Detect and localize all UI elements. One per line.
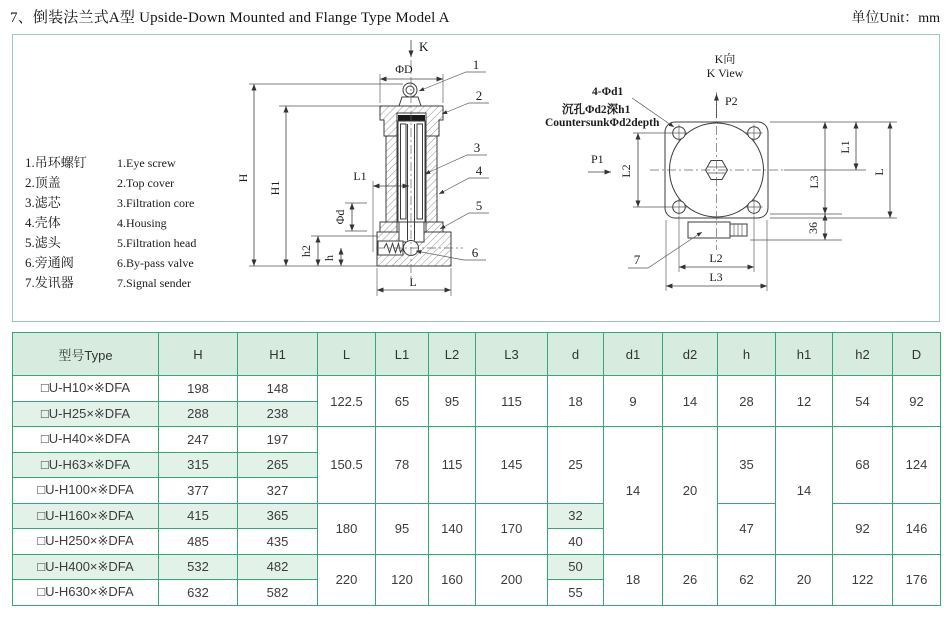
diagram-panel (12, 34, 940, 322)
countersink-label-en: CountersunkΦd2depth (545, 117, 660, 129)
dimension-table-wrap (12, 332, 940, 606)
dimension-cell: 54 (833, 376, 893, 427)
dimension-cell: 315 (159, 452, 238, 478)
dimension-cell: 95 (376, 503, 429, 554)
callout-2-leader (442, 103, 489, 114)
model-cell: □U-H10×※DFA (13, 376, 159, 402)
column-header: L2 (429, 333, 476, 376)
dimension-cell: 12 (776, 376, 833, 427)
eye-screw-ring (403, 83, 417, 97)
dim-L2-bottom-label: L2 (709, 251, 723, 265)
part-name-cn: 1.吊环螺钉 (25, 155, 87, 170)
dimension-table (12, 332, 941, 606)
dimension-cell: 26 (663, 554, 718, 605)
dimension-cell: 122 (833, 554, 893, 605)
countersink-label-cn: 沉孔Φd2深h1 (562, 104, 631, 116)
callout-4: 4 (475, 163, 483, 178)
dim-phid-label: Φd (333, 209, 347, 225)
housing-wall-right (426, 136, 437, 222)
dimension-cell: 200 (476, 554, 548, 605)
dimension-cell: 365 (238, 503, 318, 529)
housing-wall-left (386, 136, 397, 222)
dimension-cell: 20 (663, 427, 718, 555)
k-view-title-en: K View (706, 66, 744, 80)
dimension-cell: 65 (376, 376, 429, 427)
dimension-cell: 14 (663, 376, 718, 427)
dimension-cell: 95 (429, 376, 476, 427)
callout-2: 2 (475, 88, 483, 103)
signal-sender-connector (730, 224, 747, 236)
filtration-core (398, 121, 425, 222)
table-row (13, 376, 941, 402)
dim-L-label: L (409, 275, 417, 289)
unit-label: 单位Unit：mm (851, 11, 940, 26)
model-cell: □U-H160×※DFA (13, 503, 159, 529)
dim-L3-right-label: L3 (807, 175, 821, 189)
signal-sender-body (688, 222, 730, 238)
dim-L1-right-label: L1 (838, 140, 852, 154)
dim-36-label: 36 (806, 222, 820, 234)
title-row (10, 6, 940, 27)
dimension-cell: 92 (893, 376, 941, 427)
dim-L1-label: L1 (353, 169, 367, 183)
model-cell: □U-H400×※DFA (13, 554, 159, 580)
core-seat (399, 222, 424, 242)
part-name-en: 3.Filtration core (117, 196, 195, 210)
k-label: K (419, 39, 429, 54)
dimension-cell: 92 (833, 503, 893, 554)
column-header: h2 (833, 333, 893, 376)
column-header: L3 (476, 333, 548, 376)
p1-label: P1 (591, 152, 604, 166)
dimension-cell: 220 (318, 554, 376, 605)
dimension-cell: 532 (159, 554, 238, 580)
part-name-cn: 5.滤头 (25, 235, 61, 250)
core-cap (398, 115, 425, 121)
callout-7: 7 (633, 252, 641, 267)
part-name-cn: 6.旁通阀 (25, 255, 74, 270)
k-view-drawing (545, 52, 897, 291)
p2-label: P2 (725, 94, 738, 108)
dimension-cell: 415 (159, 503, 238, 529)
dimension-cell: 176 (893, 554, 941, 605)
dim-H1-label: H1 (268, 180, 282, 196)
dimension-cell: 288 (159, 401, 238, 427)
dim-phiD-label: ΦD (395, 62, 413, 76)
dimension-cell: 28 (718, 376, 776, 427)
part-name-en: 2.Top cover (117, 176, 175, 190)
dimension-cell: 485 (159, 529, 238, 555)
front-view-drawing (236, 39, 489, 296)
dimension-cell: 115 (476, 376, 548, 427)
dimension-cell: 14 (776, 427, 833, 555)
dimension-cell: 9 (604, 376, 663, 427)
dimension-cell: 198 (159, 376, 238, 402)
model-cell: □U-H250×※DFA (13, 529, 159, 555)
model-cell: □U-H630×※DFA (13, 580, 159, 606)
dimension-cell: 197 (238, 427, 318, 453)
part-name-cn: 3.滤芯 (25, 195, 61, 210)
part-name-en: 1.Eye screw (117, 156, 176, 170)
column-header: h (718, 333, 776, 376)
dimension-cell: 265 (238, 452, 318, 478)
dimension-cell: 124 (893, 427, 941, 504)
column-header: 型号Type (13, 333, 159, 376)
dimension-cell: 160 (429, 554, 476, 605)
dimension-cell: 632 (159, 580, 238, 606)
callout-6: 6 (471, 245, 479, 260)
page-title-zh: 7、倒装法兰式A型 (10, 10, 136, 26)
column-header: D (893, 333, 941, 376)
part-name-cn: 2.顶盖 (25, 175, 61, 190)
eye-screw-mount (399, 97, 421, 106)
dimension-cell: 55 (548, 580, 604, 606)
column-header: h1 (776, 333, 833, 376)
dimension-cell: 25 (548, 427, 604, 504)
column-header: H (159, 333, 238, 376)
table-row (13, 427, 941, 453)
page-title (10, 6, 450, 27)
dimension-cell: 18 (548, 376, 604, 427)
model-cell: □U-H40×※DFA (13, 427, 159, 453)
dimension-cell: 62 (718, 554, 776, 605)
table-body (13, 376, 941, 606)
part-name-en: 6.By-pass valve (117, 256, 194, 270)
part-name-en: 4.Housing (117, 216, 167, 230)
callout-5: 5 (475, 198, 483, 213)
model-cell: □U-H100×※DFA (13, 478, 159, 504)
column-header: H1 (238, 333, 318, 376)
callout-5-leader (440, 213, 489, 229)
dimension-cell: 170 (476, 503, 548, 554)
head-step-right (426, 222, 443, 232)
dimension-cell: 78 (376, 427, 429, 504)
dimension-cell: 327 (238, 478, 318, 504)
technical-drawing (13, 35, 939, 321)
dimension-cell: 180 (318, 503, 376, 554)
dimension-cell: 50 (548, 554, 604, 580)
dimension-cell: 145 (476, 427, 548, 504)
dimension-cell: 435 (238, 529, 318, 555)
callout-1: 1 (472, 57, 480, 72)
column-header: L1 (376, 333, 429, 376)
dim-h2-label: h2 (299, 245, 313, 257)
dim-h-label: h (322, 255, 336, 261)
dimension-cell: 115 (429, 427, 476, 504)
dimension-cell: 122.5 (318, 376, 376, 427)
dimension-cell: 47 (718, 503, 776, 554)
dimension-cell: 482 (238, 554, 318, 580)
part-name-cn: 4.壳体 (25, 215, 61, 230)
callout-4-leader (439, 178, 489, 194)
column-header: L (318, 333, 376, 376)
column-header: d2 (663, 333, 718, 376)
column-header: d (548, 333, 604, 376)
dim-L3-bottom-label: L3 (709, 270, 723, 284)
dimension-cell: 120 (376, 554, 429, 605)
dimension-cell: 140 (429, 503, 476, 554)
dimension-cell: 18 (604, 554, 663, 605)
table-row (13, 554, 941, 580)
dimension-cell: 247 (159, 427, 238, 453)
dimension-cell: 14 (604, 427, 663, 555)
dimension-cell: 238 (238, 401, 318, 427)
dim-H-label: H (236, 173, 250, 183)
dimension-cell: 32 (548, 503, 604, 529)
head-step-left (380, 222, 397, 232)
bolt-note-label: 4-Φd1 (592, 86, 624, 98)
page-title-en: Upside-Down Mounted and Flange Type Model A (139, 10, 450, 26)
table-head (13, 333, 941, 376)
header-row (13, 333, 941, 376)
column-header: d1 (604, 333, 663, 376)
dimension-cell: 148 (238, 376, 318, 402)
dim-L2-left-label: L2 (619, 164, 633, 178)
part-name-en: 5.Filtration head (117, 236, 197, 250)
dimension-cell: 68 (833, 427, 893, 504)
dim-L-right-label: L (872, 168, 886, 176)
dimension-cell: 20 (776, 554, 833, 605)
dimension-cell: 582 (238, 580, 318, 606)
model-cell: □U-H25×※DFA (13, 401, 159, 427)
part-name-en: 7.Signal sender (117, 276, 191, 290)
callout-3: 3 (473, 140, 481, 155)
dimension-cell: 146 (893, 503, 941, 554)
dimension-cell: 150.5 (318, 427, 376, 504)
dimension-cell: 35 (718, 427, 776, 504)
model-cell: □U-H63×※DFA (13, 452, 159, 478)
dimension-cell: 40 (548, 529, 604, 555)
dimension-cell: 377 (159, 478, 238, 504)
part-name-cn: 7.发讯器 (25, 275, 74, 290)
k-view-title-cn: K向 (714, 52, 736, 66)
